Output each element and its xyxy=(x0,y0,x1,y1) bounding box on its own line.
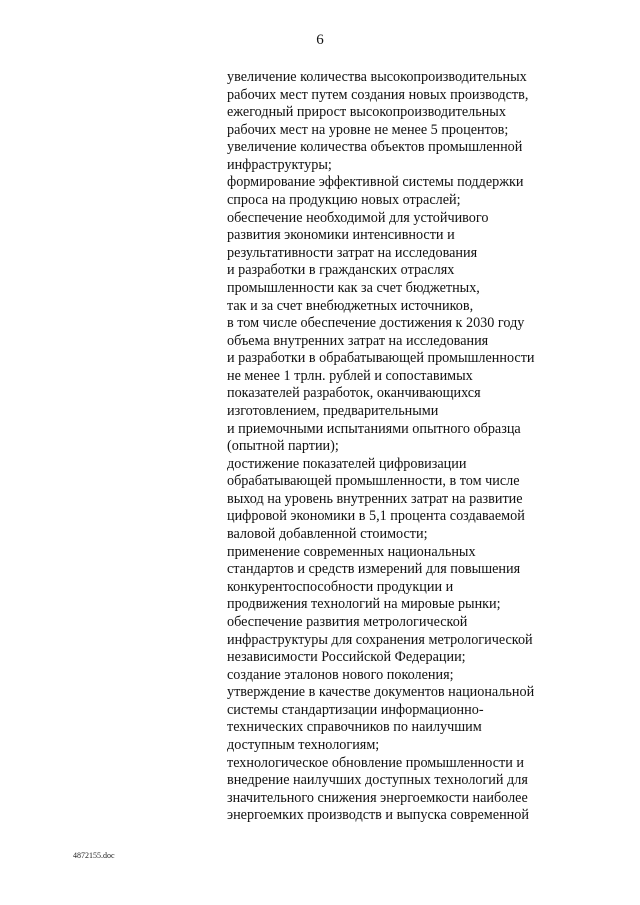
page-number: 6 xyxy=(316,32,324,48)
text-line: инфраструктуры; xyxy=(227,156,332,173)
text-line: утверждение в качестве документов национальной xyxy=(227,684,535,701)
footer-filename: 4872155.doc xyxy=(73,851,115,860)
document-body xyxy=(227,69,587,825)
text-line: спроса на продукцию новых отраслей; xyxy=(227,192,461,209)
text-line: объема внутренних затрат на исследования xyxy=(227,332,489,349)
text-line: независимости Российской Федерации; xyxy=(227,649,466,666)
text-line: и разработки в обрабатывающей промышленности xyxy=(227,350,535,367)
text-line: стандартов и средств измерений для повышения xyxy=(227,561,521,578)
text-line: доступным технологиям; xyxy=(227,736,380,753)
text-line: достижение показателей цифровизации xyxy=(227,455,467,472)
text-line: выход на уровень внутренних затрат на развитие xyxy=(227,490,523,507)
text-line: технологическое обновление промышленности и xyxy=(227,754,524,771)
text-line: обеспечение необходимой для устойчивого xyxy=(227,209,489,226)
text-line: конкурентоспособности продукции и xyxy=(227,578,454,595)
text-line: развития экономики интенсивности и xyxy=(227,227,455,244)
text-line: и приемочными испытаниями опытного образца xyxy=(227,420,521,437)
text-line: и разработки в гражданских отраслях xyxy=(227,262,455,279)
text-line: энергоемких производств и выпуска современной xyxy=(227,807,529,824)
text-line: изготовлением, предварительными xyxy=(227,402,439,419)
text-line: увеличение количества высокопроизводительных xyxy=(227,69,527,85)
text-line: (опытной партии); xyxy=(227,438,339,455)
text-line: рабочих мест путем создания новых производств, xyxy=(227,86,529,103)
text-line: формирование эффективной системы поддержки xyxy=(227,174,524,191)
text-line: применение современных национальных xyxy=(227,543,476,560)
text-line: рабочих мест на уровне не менее 5 процентов; xyxy=(227,121,509,138)
text-line: валовой добавленной стоимости; xyxy=(227,526,428,543)
text-line: результативности затрат на исследования xyxy=(227,244,478,261)
text-line: увеличение количества объектов промышленной xyxy=(227,139,523,156)
text-line: обеспечение развития метрологической xyxy=(227,613,468,630)
text-line: промышленности как за счет бюджетных, xyxy=(227,279,480,296)
text-line: обрабатывающей промышленности, в том числе xyxy=(227,473,520,490)
text-line: продвижения технологий на мировые рынки; xyxy=(227,596,501,613)
text-line: создание эталонов нового поколения; xyxy=(227,666,454,683)
text-line: значительного снижения энергоемкости наиболее xyxy=(227,789,528,806)
text-line: ежегодный прирост высокопроизводительных xyxy=(227,104,506,121)
text-line: инфраструктуры для сохранения метрологической xyxy=(227,631,533,648)
text-line: в том числе обеспечение достижения к 2030 году xyxy=(227,315,525,332)
text-line: технических справочников по наилучшим xyxy=(227,719,482,736)
text-line: так и за счет внебюджетных источников, xyxy=(227,297,474,314)
text-line: цифровой экономики в 5,1 процента создаваемой xyxy=(227,508,525,525)
text-line: внедрение наилучших доступных технологий для xyxy=(227,772,528,789)
text-line: системы стандартизации информационно- xyxy=(227,701,484,718)
text-line: не менее 1 трлн. рублей и сопоставимых xyxy=(227,367,473,384)
text-line: показателей разработок, оканчивающихся xyxy=(227,385,481,402)
